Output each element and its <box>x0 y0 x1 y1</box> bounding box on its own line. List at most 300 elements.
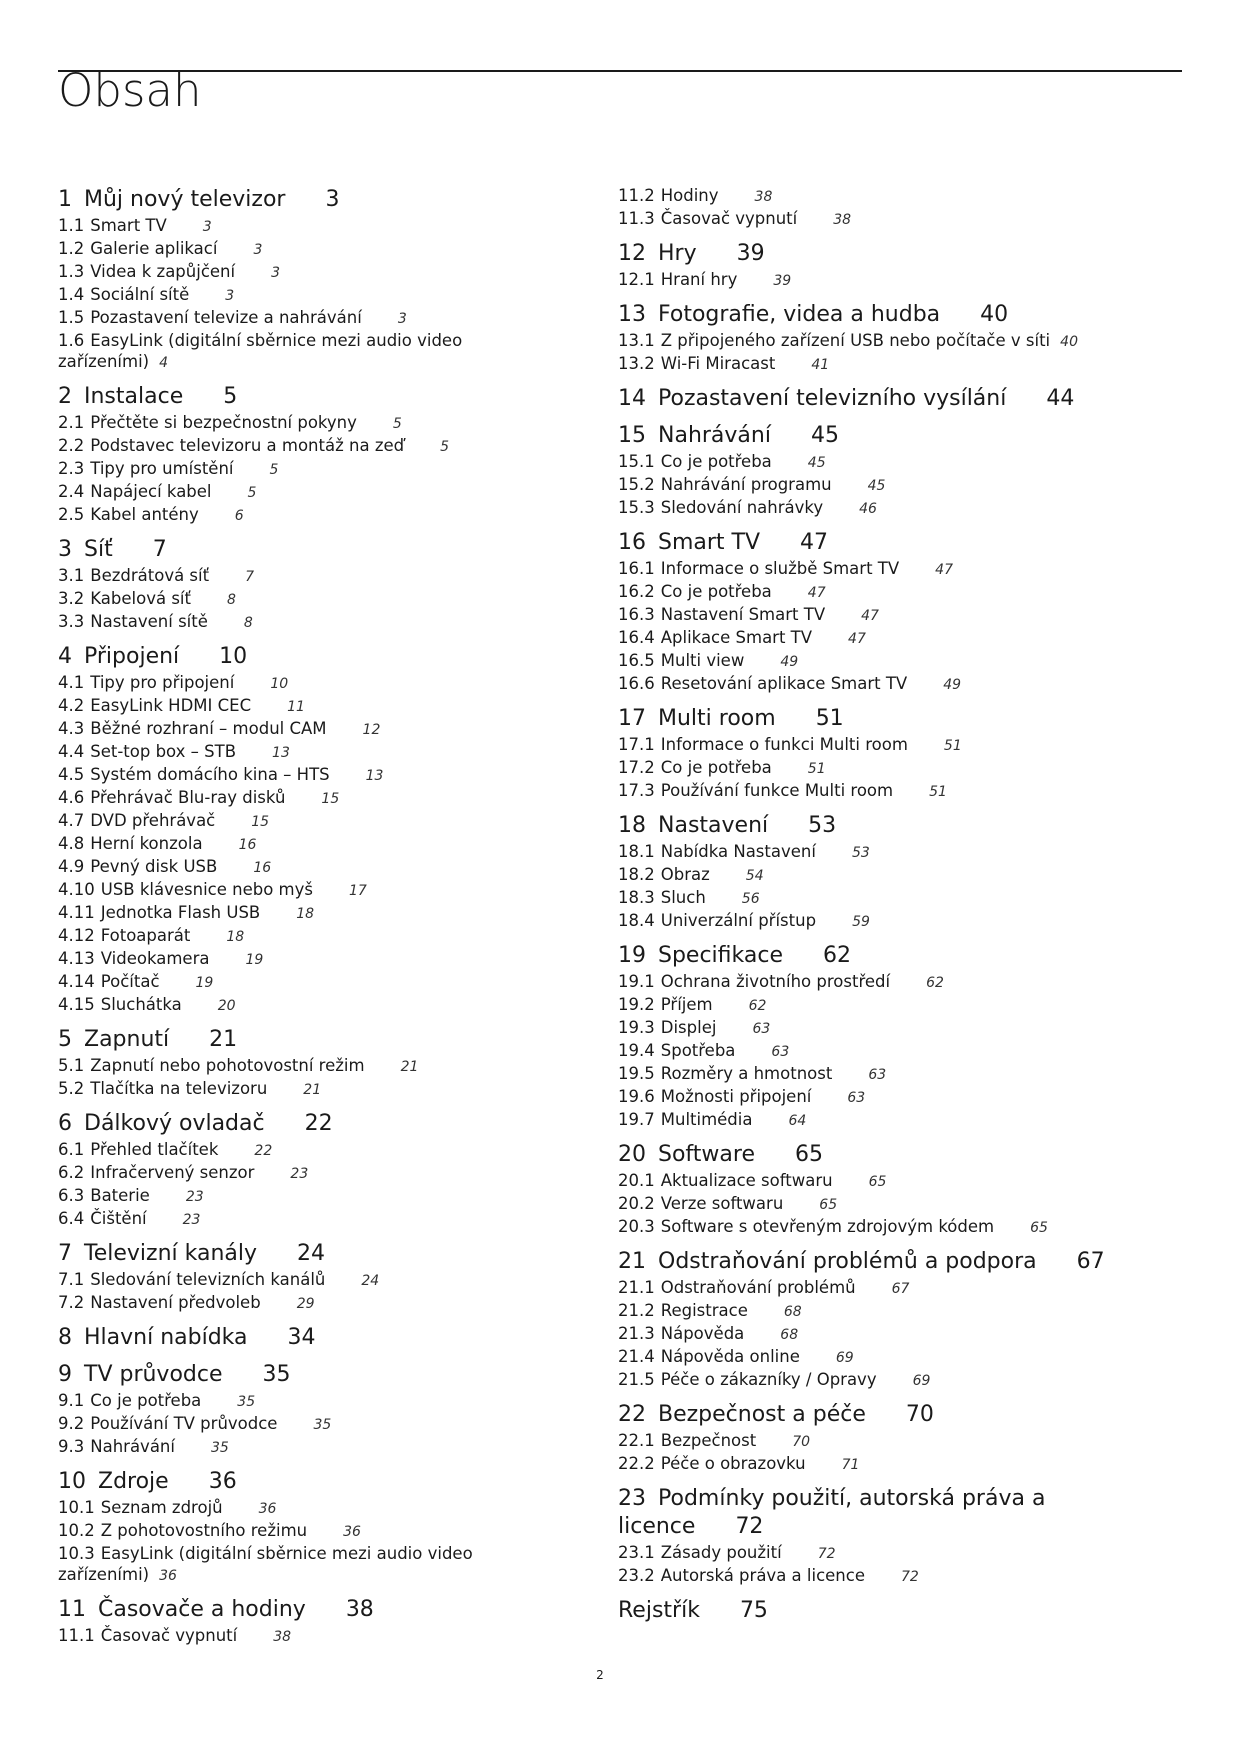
subsection-number: 10.1 <box>58 1498 95 1517</box>
toc-subsection-entry[interactable] <box>58 1543 528 1587</box>
toc-subsection-list <box>58 1390 528 1459</box>
toc-subsection-entry[interactable] <box>58 695 528 718</box>
toc-subsection-entry[interactable] <box>618 1300 1148 1323</box>
toc-chapter-heading[interactable] <box>618 1597 1148 1625</box>
chapter-title: Rejstřík <box>618 1598 700 1623</box>
subsection-page: 62 <box>748 998 767 1014</box>
subsection-title: Napájecí kabel <box>90 482 212 501</box>
toc-subsection-entry[interactable] <box>58 1497 528 1520</box>
subsection-page: 40 <box>1060 334 1078 350</box>
subsection-number: 18.1 <box>618 842 655 861</box>
toc-subsection-entry[interactable] <box>58 458 528 481</box>
subsection-page: 11 <box>287 699 305 715</box>
chapter-title: Připojení <box>84 644 180 669</box>
toc-section <box>58 1110 528 1231</box>
subsection-page: 21 <box>400 1059 419 1075</box>
toc-chapter-heading[interactable] <box>58 1361 528 1389</box>
toc-section <box>58 536 528 634</box>
subsection-number: 17.1 <box>618 735 655 754</box>
subsection-page: 64 <box>788 1113 807 1129</box>
toc-chapter-heading[interactable] <box>618 812 1148 840</box>
subsection-page: 68 <box>780 1327 799 1343</box>
subsection-number: 17.2 <box>618 758 655 777</box>
subsection-number: 5.2 <box>58 1079 85 1098</box>
toc-chapter-heading[interactable] <box>618 385 1148 413</box>
toc-subsection-entry[interactable] <box>618 1369 1148 1392</box>
toc-chapter-heading[interactable] <box>618 240 1148 268</box>
subsection-number: 11.3 <box>618 209 655 228</box>
toc-chapter-heading[interactable] <box>58 1596 528 1624</box>
toc-subsection-entry[interactable] <box>618 1040 1148 1063</box>
chapter-page: 35 <box>262 1362 291 1387</box>
toc-subsection-entry[interactable] <box>618 1193 1148 1216</box>
toc-subsection-entry[interactable] <box>618 627 1148 650</box>
toc-subsection-entry[interactable] <box>58 856 528 879</box>
toc-chapter-heading[interactable] <box>618 942 1148 970</box>
subsection-page: 17 <box>349 883 367 899</box>
toc-subsection-entry[interactable] <box>618 994 1148 1017</box>
chapter-page: 62 <box>823 943 851 968</box>
toc-subsection-entry[interactable] <box>58 1162 528 1185</box>
chapter-number: 21 <box>618 1249 646 1274</box>
toc-chapter-heading[interactable] <box>618 529 1148 557</box>
subsection-title: Pevný disk USB <box>90 857 218 876</box>
chapter-title: Můj nový televizor <box>84 187 286 212</box>
toc-subsection-list <box>618 269 1148 292</box>
subsection-number: 6.4 <box>58 1209 85 1228</box>
toc-subsection-entry[interactable] <box>58 1078 528 1101</box>
toc-subsection-list <box>618 1430 1148 1476</box>
toc-chapter-heading[interactable] <box>618 705 1148 733</box>
subsection-page: 3 <box>225 288 235 304</box>
chapter-page: 10 <box>219 644 248 669</box>
chapter-page: 72 <box>735 1514 764 1539</box>
subsection-number: 4.14 <box>58 972 95 991</box>
toc-subsection-entry[interactable] <box>618 1109 1148 1132</box>
toc-subsection-entry[interactable] <box>58 1520 528 1543</box>
subsection-title: Informace o funkci Multi room <box>660 735 908 754</box>
toc-subsection-entry[interactable] <box>58 971 528 994</box>
subsection-title: Software s otevřeným zdrojovým kódem <box>660 1217 995 1236</box>
subsection-title: Fotoaparát <box>100 926 191 945</box>
subsection-title: Co je potřeba <box>660 758 772 777</box>
subsection-page: 23 <box>185 1189 204 1205</box>
subsection-number: 4.3 <box>58 719 85 738</box>
toc-section <box>58 1026 528 1101</box>
subsection-number: 23.2 <box>618 1566 655 1585</box>
toc-subsection-entry[interactable] <box>58 1436 528 1459</box>
subsection-title: Bezpečnost <box>660 1431 757 1450</box>
toc-subsection-list <box>618 558 1148 696</box>
toc-section <box>618 942 1148 1132</box>
toc-subsection-entry[interactable] <box>58 1292 528 1315</box>
subsection-title: Podstavec televizoru a montáž na zeď <box>90 436 405 455</box>
toc-subsection-list <box>58 1625 528 1648</box>
chapter-title: Podmínky použití, autorská práva a licence <box>618 1486 1046 1539</box>
chapter-number: 5 <box>58 1027 72 1052</box>
subsection-page: 21 <box>303 1082 322 1098</box>
toc-section <box>58 1324 528 1352</box>
toc-subsection-entry[interactable] <box>618 1323 1148 1346</box>
toc-subsection-entry[interactable] <box>618 1346 1148 1369</box>
chapter-page: 65 <box>794 1142 823 1167</box>
toc-subsection-entry[interactable] <box>58 1269 528 1292</box>
chapter-page: 22 <box>304 1111 333 1136</box>
toc-subsection-entry[interactable] <box>618 1277 1148 1300</box>
toc-subsection-entry[interactable] <box>618 1216 1148 1239</box>
subsection-page: 13 <box>272 745 290 761</box>
chapter-page: 7 <box>152 537 167 562</box>
toc-subsection-list <box>58 1055 528 1101</box>
subsection-title: Resetování aplikace Smart TV <box>660 674 908 693</box>
toc-subsection-list <box>58 412 528 527</box>
chapter-title: Nahrávání <box>658 423 771 448</box>
subsection-number: 19.1 <box>618 972 655 991</box>
toc-chapter-heading[interactable] <box>618 1248 1148 1276</box>
toc-subsection-entry[interactable] <box>618 451 1148 474</box>
toc-subsection-entry[interactable] <box>618 353 1148 376</box>
toc-subsection-entry[interactable] <box>58 284 528 307</box>
subsection-title: Univerzální přístup <box>660 911 817 930</box>
chapter-number: 9 <box>58 1362 72 1387</box>
toc-chapter-heading[interactable] <box>58 383 528 411</box>
subsection-number: 21.1 <box>618 1278 655 1297</box>
subsection-page: 49 <box>780 654 799 670</box>
subsection-title: Jednotka Flash USB <box>100 903 261 922</box>
subsection-number: 10.3 <box>58 1544 95 1563</box>
subsection-number: 16.6 <box>618 674 655 693</box>
subsection-page: 47 <box>807 585 826 601</box>
toc-chapter-heading[interactable] <box>58 643 528 671</box>
subsection-number: 7.1 <box>58 1270 85 1289</box>
chapter-number: 16 <box>618 530 646 555</box>
toc-subsection-entry[interactable] <box>58 948 528 971</box>
subsection-page: 65 <box>819 1197 838 1213</box>
toc-section <box>58 383 528 527</box>
toc-chapter-heading[interactable] <box>58 1324 528 1352</box>
chapter-title: Bezpečnost a péče <box>658 1402 866 1427</box>
subsection-number: 4.8 <box>58 834 85 853</box>
subsection-number: 19.6 <box>618 1087 655 1106</box>
subsection-title: Počítač <box>100 972 160 991</box>
subsection-title: Nápověda online <box>660 1347 800 1366</box>
subsection-number: 4.11 <box>58 903 95 922</box>
toc-chapter-heading[interactable] <box>58 186 528 214</box>
toc-subsection-entry[interactable] <box>618 1453 1148 1476</box>
toc-subsection-list <box>618 1542 1148 1588</box>
toc-chapter-heading[interactable] <box>618 422 1148 450</box>
toc-chapter-heading[interactable] <box>58 1468 528 1496</box>
toc-subsection-entry[interactable] <box>618 780 1148 803</box>
toc-subsection-list <box>58 1139 528 1231</box>
chapter-title: Hry <box>658 241 697 266</box>
page-title: Obsah <box>58 64 202 117</box>
subsection-title: Zapnutí nebo pohotovostní režim <box>90 1056 365 1075</box>
toc-subsection-entry[interactable] <box>58 412 528 435</box>
toc-subsection-entry[interactable] <box>58 238 528 261</box>
chapter-number: 18 <box>618 813 646 838</box>
chapter-title: Síť <box>84 537 113 562</box>
toc-chapter-heading[interactable] <box>58 1240 528 1268</box>
toc-subsection-entry[interactable] <box>618 650 1148 673</box>
subsection-number: 21.5 <box>618 1370 655 1389</box>
toc-subsection-entry[interactable] <box>618 841 1148 864</box>
toc-subsection-entry[interactable] <box>58 1055 528 1078</box>
subsection-title: Co je potřeba <box>90 1391 202 1410</box>
subsection-title: Co je potřeba <box>660 582 772 601</box>
toc-subsection-entry[interactable] <box>618 1542 1148 1565</box>
subsection-title: Pozastavení televize a nahrávání <box>90 308 362 327</box>
subsection-number: 6.3 <box>58 1186 85 1205</box>
subsection-number: 19.7 <box>618 1110 655 1129</box>
chapter-title: Dálkový ovladač <box>84 1111 265 1136</box>
toc-subsection-entry[interactable] <box>618 497 1148 520</box>
subsection-title: Sledování nahrávky <box>660 498 824 517</box>
toc-subsection-entry[interactable] <box>618 558 1148 581</box>
toc-subsection-entry[interactable] <box>58 741 528 764</box>
subsection-title: Sluchátka <box>100 995 182 1014</box>
subsection-number: 19.3 <box>618 1018 655 1037</box>
subsection-number: 16.5 <box>618 651 655 670</box>
subsection-title: Odstraňování problémů <box>660 1278 856 1297</box>
toc-chapter-heading[interactable] <box>58 536 528 564</box>
toc-subsection-entry[interactable] <box>58 504 528 527</box>
toc-subsection-entry[interactable] <box>618 330 1148 353</box>
subsection-page: 69 <box>835 1350 854 1366</box>
subsection-title: EasyLink (digitální sběrnice mezi audio video zařízeními) <box>58 331 463 371</box>
subsection-number: 13.2 <box>618 354 655 373</box>
subsection-title: Nápověda <box>660 1324 745 1343</box>
subsection-page: 15 <box>321 791 340 807</box>
toc-subsection-entry[interactable] <box>618 604 1148 627</box>
toc-subsection-entry[interactable] <box>618 734 1148 757</box>
subsection-number: 1.1 <box>58 216 85 235</box>
toc-section <box>618 1248 1148 1392</box>
subsection-number: 23.1 <box>618 1543 655 1562</box>
toc-subsection-entry[interactable] <box>58 994 528 1017</box>
subsection-number: 2.1 <box>58 413 85 432</box>
subsection-number: 4.5 <box>58 765 85 784</box>
subsection-title: EasyLink HDMI CEC <box>90 696 252 715</box>
toc-chapter-heading[interactable] <box>618 301 1148 329</box>
toc-chapter-heading[interactable] <box>618 1141 1148 1169</box>
subsection-title: Seznam zdrojů <box>100 1498 223 1517</box>
subsection-page: 45 <box>807 455 826 471</box>
subsection-title: Nastavení předvoleb <box>90 1293 261 1312</box>
subsection-page: 29 <box>296 1296 315 1312</box>
toc-subsection-entry[interactable] <box>618 1565 1148 1588</box>
subsection-number: 7.2 <box>58 1293 85 1312</box>
toc-section <box>58 1596 528 1648</box>
subsection-title: Verze softwaru <box>660 1194 784 1213</box>
subsection-title: Autorská práva a licence <box>660 1566 865 1585</box>
toc-subsection-entry[interactable] <box>58 330 528 374</box>
subsection-page: 65 <box>1030 1220 1048 1236</box>
subsection-title: Tipy pro připojení <box>90 673 235 692</box>
subsection-title: Systém domácího kina – HTS <box>90 765 330 784</box>
toc-subsection-entry[interactable] <box>58 435 528 458</box>
subsection-page: 20 <box>217 998 236 1014</box>
toc-subsection-entry[interactable] <box>58 1413 528 1436</box>
chapter-page: 70 <box>905 1402 934 1427</box>
subsection-number: 15.3 <box>618 498 655 517</box>
subsection-page: 16 <box>238 837 257 853</box>
subsection-number: 20.2 <box>618 1194 655 1213</box>
toc-subsection-entry[interactable] <box>58 307 528 330</box>
subsection-page: 3 <box>202 219 212 235</box>
toc-subsection-list <box>58 565 528 634</box>
toc-section <box>58 1361 528 1459</box>
subsection-page: 62 <box>926 975 944 991</box>
toc-section <box>618 705 1148 803</box>
toc-subsection-entry[interactable] <box>58 261 528 284</box>
subsection-page: 35 <box>313 1417 332 1433</box>
subsection-title: Displej <box>660 1018 717 1037</box>
subsection-title: Sledování televizních kanálů <box>90 1270 326 1289</box>
subsection-page: 63 <box>847 1090 866 1106</box>
toc-subsection-list <box>618 1277 1148 1392</box>
toc-subsection-entry[interactable] <box>58 764 528 787</box>
subsection-page: 38 <box>754 189 773 205</box>
toc-section <box>618 1485 1148 1588</box>
subsection-page: 5 <box>247 485 257 501</box>
chapter-number: 12 <box>618 241 646 266</box>
subsection-number: 16.4 <box>618 628 655 647</box>
toc-subsection-entry[interactable] <box>618 971 1148 994</box>
chapter-title: Multi room <box>658 706 776 731</box>
subsection-number: 21.4 <box>618 1347 655 1366</box>
toc-subsection-entry[interactable] <box>58 1185 528 1208</box>
toc-subsection-entry[interactable] <box>58 1139 528 1162</box>
toc-subsection-entry[interactable] <box>58 925 528 948</box>
subsection-title: Bezdrátová síť <box>90 566 210 585</box>
toc-section <box>58 186 528 374</box>
subsection-page: 22 <box>254 1143 273 1159</box>
chapter-page: 45 <box>810 423 839 448</box>
subsection-number: 20.1 <box>618 1171 655 1190</box>
subsection-title: Možnosti připojení <box>660 1087 812 1106</box>
toc-subsection-entry[interactable] <box>618 910 1148 933</box>
toc-subsection-entry[interactable] <box>58 1390 528 1413</box>
subsection-number: 2.4 <box>58 482 85 501</box>
toc-chapter-heading[interactable] <box>618 1401 1148 1429</box>
subsection-page: 5 <box>440 439 450 455</box>
toc-subsection-entry[interactable] <box>58 718 528 741</box>
toc-subsection-entry[interactable] <box>58 810 528 833</box>
subsection-number: 4.10 <box>58 880 95 899</box>
chapter-title: Specifikace <box>658 943 783 968</box>
toc-subsection-entry[interactable] <box>58 672 528 695</box>
subsection-number: 1.5 <box>58 308 85 327</box>
toc-subsection-entry[interactable] <box>58 611 528 634</box>
subsection-number: 2.2 <box>58 436 85 455</box>
toc-subsection-list <box>618 185 1148 231</box>
subsection-page: 69 <box>912 1373 931 1389</box>
subsection-title: Obraz <box>660 865 710 884</box>
toc-subsection-entry[interactable] <box>618 1430 1148 1453</box>
subsection-page: 6 <box>234 508 244 524</box>
toc-subsection-list <box>618 841 1148 933</box>
subsection-page: 72 <box>900 1569 919 1585</box>
chapter-number: 3 <box>58 537 72 562</box>
toc-subsection-entry[interactable] <box>58 833 528 856</box>
toc-column-right <box>618 184 1148 1625</box>
subsection-title: Zásady použití <box>660 1543 782 1562</box>
subsection-title: Přehled tlačítek <box>90 1140 219 1159</box>
subsection-number: 19.4 <box>618 1041 655 1060</box>
chapter-number: 14 <box>618 386 646 411</box>
toc-subsection-entry[interactable] <box>618 1017 1148 1040</box>
subsection-number: 4.9 <box>58 857 85 876</box>
subsection-number: 21.2 <box>618 1301 655 1320</box>
chapter-number: 8 <box>58 1325 72 1350</box>
subsection-title: Baterie <box>90 1186 150 1205</box>
toc-subsection-entry[interactable] <box>58 565 528 588</box>
toc-subsection-entry[interactable] <box>618 474 1148 497</box>
chapter-page: 75 <box>739 1598 768 1623</box>
toc-chapter-heading[interactable] <box>58 1110 528 1138</box>
chapter-title: Televizní kanály <box>84 1241 258 1266</box>
toc-subsection-entry[interactable] <box>618 887 1148 910</box>
toc-subsection-entry[interactable] <box>58 879 528 902</box>
toc-subsection-entry[interactable] <box>618 864 1148 887</box>
subsection-title: Rozměry a hmotnost <box>660 1064 833 1083</box>
toc-chapter-heading[interactable] <box>618 1485 1148 1541</box>
subsection-page: 39 <box>773 273 792 289</box>
subsection-number: 2.5 <box>58 505 85 524</box>
toc-subsection-entry[interactable] <box>58 588 528 611</box>
toc-subsection-entry[interactable] <box>58 215 528 238</box>
subsection-page: 63 <box>771 1044 790 1060</box>
subsection-title: Běžné rozhraní – modul CAM <box>90 719 327 738</box>
subsection-number: 22.1 <box>618 1431 655 1450</box>
toc-subsection-entry[interactable] <box>58 481 528 504</box>
subsection-page: 8 <box>243 615 253 631</box>
toc-subsection-entry[interactable] <box>618 185 1148 208</box>
subsection-number: 16.2 <box>618 582 655 601</box>
toc-section <box>618 422 1148 520</box>
chapter-number: 20 <box>618 1142 646 1167</box>
subsection-page: 35 <box>237 1394 256 1410</box>
toc-subsection-entry[interactable] <box>58 787 528 810</box>
subsection-page: 23 <box>182 1212 201 1228</box>
toc-subsection-entry[interactable] <box>618 208 1148 231</box>
toc-chapter-heading[interactable] <box>58 1026 528 1054</box>
toc-subsection-entry[interactable] <box>618 269 1148 292</box>
toc-subsection-entry[interactable] <box>618 581 1148 604</box>
toc-subsection-list <box>618 451 1148 520</box>
chapter-title: Hlavní nabídka <box>84 1325 248 1350</box>
toc-subsection-entry[interactable] <box>618 1063 1148 1086</box>
toc-subsection-entry[interactable] <box>58 902 528 925</box>
subsection-title: Nastavení sítě <box>90 612 208 631</box>
toc-subsection-entry[interactable] <box>618 757 1148 780</box>
subsection-title: Galerie aplikací <box>90 239 218 258</box>
toc-subsection-entry[interactable] <box>58 1625 528 1648</box>
subsection-title: DVD přehrávač <box>90 811 216 830</box>
toc-section <box>618 185 1148 231</box>
toc-subsection-entry[interactable] <box>618 673 1148 696</box>
toc-section <box>618 385 1148 413</box>
chapter-title: TV průvodce <box>84 1362 223 1387</box>
toc-subsection-entry[interactable] <box>618 1086 1148 1109</box>
chapter-page: 67 <box>1076 1249 1105 1274</box>
toc-subsection-entry[interactable] <box>58 1208 528 1231</box>
toc-subsection-entry[interactable] <box>618 1170 1148 1193</box>
subsection-title: Používání TV průvodce <box>90 1414 278 1433</box>
subsection-number: 16.3 <box>618 605 655 624</box>
chapter-number: 10 <box>58 1469 86 1494</box>
